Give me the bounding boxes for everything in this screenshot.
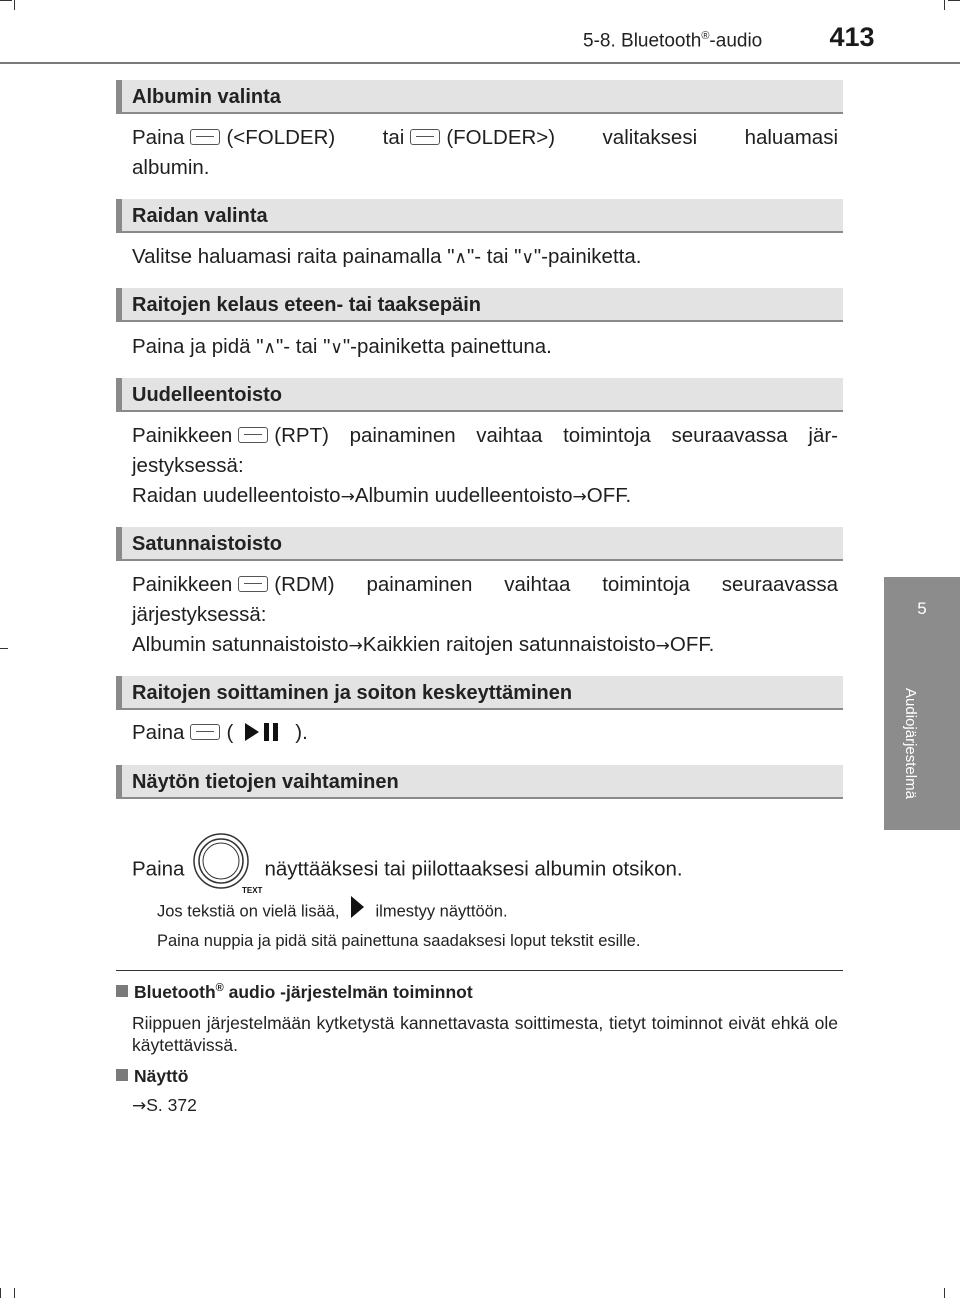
section-text-seek: Paina ja pidä "∧"- tai "∨"-painiketta painettuna. bbox=[132, 335, 552, 358]
up-symbol: ∧ bbox=[263, 338, 276, 358]
arrow-symbol: → bbox=[655, 636, 670, 656]
arrow-symbol: → bbox=[132, 1096, 147, 1116]
text-knob-icon bbox=[192, 832, 263, 896]
up-symbol: ∧ bbox=[454, 248, 467, 268]
button-icon bbox=[410, 129, 440, 145]
button-icon bbox=[238, 427, 268, 443]
down-symbol: ∨ bbox=[330, 338, 343, 358]
header-rule bbox=[0, 62, 960, 64]
section-text-random-cont: järjestyksessä: bbox=[132, 603, 267, 626]
crop-mark bbox=[0, 0, 12, 1]
section-heading-album: Albumin valinta bbox=[116, 80, 843, 114]
section-heading-repeat: Uudelleentoisto bbox=[116, 378, 843, 412]
section-text-repeat-seq: Raidan uudelleentoisto→Albumin uudelleentoisto→OFF. bbox=[132, 484, 632, 507]
chapter-number: 5 bbox=[917, 599, 927, 618]
arrow-symbol: → bbox=[572, 487, 587, 507]
crop-mark bbox=[948, 0, 960, 1]
button-icon bbox=[238, 576, 268, 592]
play-pause-icon bbox=[241, 720, 287, 744]
square-bullet-icon bbox=[116, 1069, 128, 1081]
display-note-1: Jos tekstiä on vielä lisää, ilmestyy näyttöön. bbox=[157, 896, 508, 928]
crop-mark bbox=[0, 1288, 1, 1298]
crop-mark bbox=[944, 0, 945, 10]
display-note-2: Paina nuppia ja pidä sitä painettuna saadaksesi loput tekstit esille. bbox=[157, 932, 641, 950]
note-text-display-ref: →S. 372 bbox=[132, 1095, 197, 1116]
chapter-label: Audiojärjestelmä bbox=[901, 687, 919, 799]
notes-divider bbox=[116, 970, 843, 971]
section-text-display: Paina TEXT näyttääksesi tai piilottaaksesi albumin otsikon. bbox=[132, 838, 838, 902]
button-icon bbox=[190, 724, 220, 740]
section-heading-display: Näytön tietojen vaihtaminen bbox=[116, 765, 843, 799]
section-text-track: Valitse haluamasi raita painamalla "∧"- tai "∨"-painiketta. bbox=[132, 245, 642, 268]
section-text-random: Painikkeen (RDM) painaminen vaihtaa toimintoja seuraavassa bbox=[132, 573, 838, 596]
section-text-play-pause: Paina ( ). bbox=[132, 721, 308, 744]
square-bullet-icon bbox=[116, 985, 128, 997]
button-icon bbox=[190, 129, 220, 145]
section-text-album-cont: albumin. bbox=[132, 156, 210, 179]
section-heading-seek: Raitojen kelaus eteen- tai taaksepäin bbox=[116, 288, 843, 322]
note-text-bluetooth-functions: Riippuen järjestelmään kytketystä kannettavasta soittimesta, tietyt toiminnot eivät ehkä ole käytettävissä. bbox=[132, 1013, 838, 1055]
note-title-display: Näyttö bbox=[116, 1066, 188, 1087]
section-text-album: Paina (<FOLDER) tai (FOLDER>) valitaksesi haluamasi bbox=[132, 126, 839, 149]
crop-mark bbox=[14, 1288, 15, 1298]
section-heading-track: Raidan valinta bbox=[116, 199, 843, 233]
section-heading-random: Satunnaistoisto bbox=[116, 527, 843, 561]
section-text-repeat-cont: jestyksessä: bbox=[132, 454, 244, 477]
crop-mark bbox=[944, 1288, 945, 1298]
svg-text:TEXT: TEXT bbox=[242, 886, 263, 895]
section-heading-play-pause: Raitojen soittaminen ja soiton keskeyttäminen bbox=[116, 676, 843, 710]
arrow-symbol: → bbox=[340, 487, 355, 507]
section-text-repeat: Painikkeen (RPT) painaminen vaihtaa toimintoja seuraavassa jär- bbox=[132, 424, 838, 447]
crop-mark bbox=[14, 0, 15, 10]
arrow-symbol: → bbox=[348, 636, 363, 656]
page-number: 413 bbox=[829, 22, 875, 52]
header-section-title: 5-8. Bluetooth®-audio bbox=[583, 30, 763, 52]
note-title-bluetooth-functions: Bluetooth® audio -järjestelmän toiminnot bbox=[116, 982, 473, 1003]
section-text-random-seq: Albumin satunnaistoisto→Kaikkien raitojen satunnaistoisto→OFF. bbox=[132, 633, 715, 656]
crop-mark bbox=[0, 648, 8, 649]
down-symbol: ∨ bbox=[521, 248, 534, 268]
more-text-arrow-icon bbox=[348, 894, 368, 926]
